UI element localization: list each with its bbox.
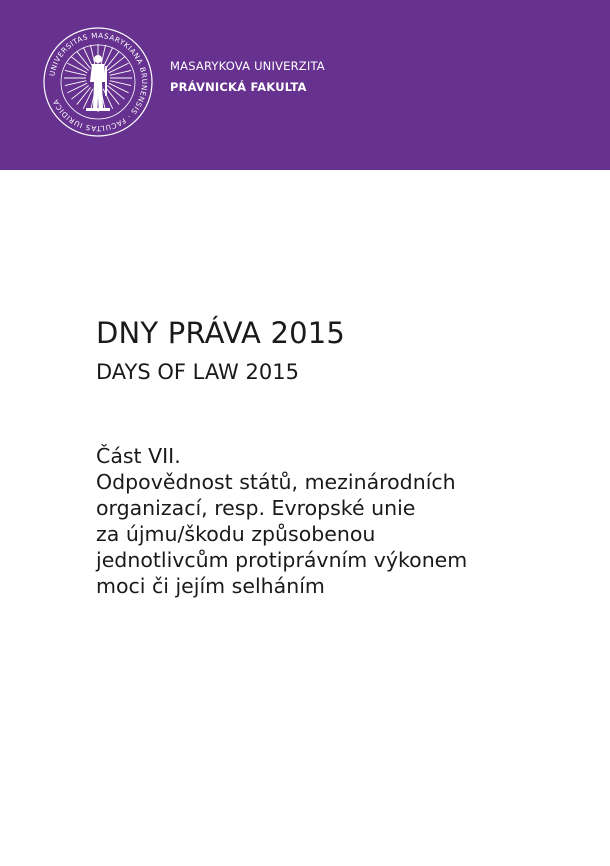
part-title-line: za újmu/škodu způsobenou	[96, 522, 376, 546]
part-title-line: jednotlivcům protiprávním výkonem	[96, 548, 468, 572]
faculty-name: PRÁVNICKÁ FAKULTA	[170, 80, 307, 94]
university-block	[170, 56, 325, 98]
university-seal-icon	[42, 26, 154, 138]
cover-subtitle: DAYS OF LAW 2015	[96, 360, 299, 384]
part-number: Část VII.	[96, 444, 181, 468]
part-title-line: moci či jejím selháním	[96, 574, 325, 598]
university-name: MASARYKOVA UNIVERZITA	[170, 59, 325, 73]
part-title-line: organizací, resp. Evropské unie	[96, 496, 416, 520]
cover-title: DNY PRÁVA 2015	[96, 316, 346, 350]
seal-ring-text: UNIVERSITAS MASARYKIANA BRUNENSIS · FACULTAS IURIDICA	[47, 30, 150, 134]
header-band	[0, 0, 610, 170]
part-title-line: Odpovědnost států, mezinárodních	[96, 470, 456, 494]
part-title-block	[96, 443, 596, 599]
